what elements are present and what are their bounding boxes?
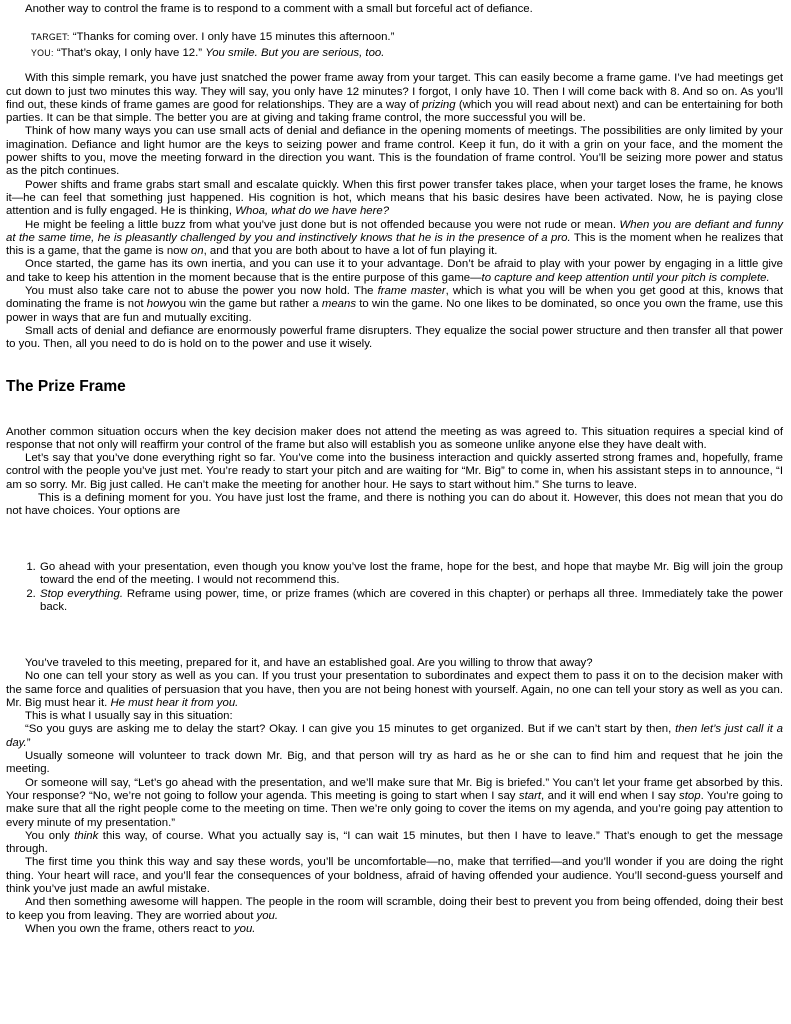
- section-heading-prize-frame: The Prize Frame: [6, 377, 126, 395]
- paragraph-lets-say: Let’s say that you’ve done everything right so far. You’ve come into the business interaction and quickly asserted strong frames and, hopefully, frame control with the people you’ve just met. You’re ready to start your pitch and are waiting for “Mr. Big” to come in, when his assistant steps in to announce, “I am so sorry. Mr. Big just called. He can’t make the meeting for another hour. He says to start without him.” She turns to leave.: [6, 452, 783, 491]
- paragraph-little-buzz: He might be feeling a little buzz from what you’ve just done but is not offended because you were not rude or mean. When you are defiant and funny at the same time, he is pleasantly challenged by you and instinctively knows that he is in the presence of a pro. This is the moment when he realizes that this is a game, that the game is now on, and that you are both about to have a lot of fun playing it.: [6, 218, 783, 258]
- dialogue-line: TARGET: “Thanks for coming over. I only have 15 minutes this afternoon.”: [31, 31, 395, 44]
- list-item: 1. Go ahead with your presentation, even though you know you’ve lost the frame, hope for the best, and hope that maybe Mr. Big will join the group toward the end of the meeting. I would not recommend this.: [39, 561, 783, 588]
- paragraph-think-of: Think of how many ways you can use small acts of denial and defiance in the opening moments of meetings. The possibilities are only limited by your imagination. Defiance and light humor are the keys to seizing power and frame control. Keep it fun, do it with a grin on your face, and the moment the power shifts to you, move the meeting forward in the direction you want. This is the foundation of frame control. You’ll be seizing more power and status as the pitch continues.: [6, 125, 783, 178]
- paragraph-usually-say: This is what I usually say in this situation:: [25, 710, 233, 723]
- paragraph-delay-start: “So you guys are asking me to delay the start? Okay. I can give you 15 minutes to get organized. But if we can’t start by then, then let’s just call it a day.”: [6, 723, 784, 749]
- paragraph-volunteer: Usually someone will volunteer to track down Mr. Big, and that person will try as hard as he or she can to find him and request that he join the meeting.: [6, 750, 783, 776]
- paragraph-once-started: Once started, the game has its own inertia, and you can use it to your advantage. Don’t be afraid to play with your power by engaging in a little give and take to keep his attention in the moment because that is the entire purpose of this game—to capture and keep attention until your pitch is complete.: [6, 258, 783, 284]
- speaker-label: YOU:: [31, 48, 54, 59]
- paragraph-simple-remark: With this simple remark, you have just snatched the power frame away from your target. This can easily become a frame game. I’ve had meetings get cut down to just two minutes this way. They will say, you only have 12 minutes? I forgot, I only have 10. Then I will come back with 8. And so on. As you’ll find out, these kinds of frame games are good for relationships. They are a way of prizing (which you will read about next) and can be entertaining for both parties. It can be that simple. The better you are at giving and taking frame control, the more successful you will be.: [6, 72, 783, 125]
- paragraph-frame-master: You must also take care not to abuse the power you now hold. The frame master, which is what you will be when you get good at this, knows that dominating the frame is not howyou win the game but rather a means to win the game. No one likes to be dominated, so once you own the frame, use this power in ways that are fun and mutually exciting.: [6, 285, 784, 324]
- paragraph-or-someone: Or someone will say, “Let’s go ahead with the presentation, and we’ll make sure that Mr. Big is briefed.” You can’t let your frame get absorbed by this. Your response? “No, we’re not going to follow your agenda. This meeting is going to start when I say start, and it will end when I say stop. You’re going to make sure that all the right people come to the meeting on time. Then we’re only going to cover the items on my agenda, and you’re going pay attention to every minute of my presentation.”: [6, 776, 783, 829]
- paragraph-awesome: And then something awesome will happen. The people in the room will scramble, doing their best to prevent you from being offended, doing their best to keep you from leaving. They are worried about you.: [6, 896, 783, 922]
- paragraph-own-frame: When you own the frame, others react to you.: [25, 922, 256, 935]
- paragraph-common-situation: Another common situation occurs when the key decision maker does not attend the meeting as was agreed to. This situation requires a special kind of response that not only will reaffirm your control of the frame but also will establish you as someone unlike anyone else they have dealt with.: [6, 425, 783, 451]
- paragraph-traveled: You’ve traveled to this meeting, prepared for it, and have an established goal. Are you willing to throw that away?: [25, 656, 593, 669]
- options-list: [6, 561, 783, 615]
- list-item: 2. Stop everything. Reframe using power, time, or prize frames (which are covered in this chapter) or perhaps all three. Immediately take the power back.: [39, 588, 783, 615]
- paragraph-you-only-think: You only think this way, of course. What you actually say is, “I can wait 15 minutes, but then I have to leave.” That’s enough to get the message through.: [6, 829, 783, 856]
- book-page: [6, 3, 783, 936]
- dialogue-block: [31, 29, 783, 61]
- paragraph-no-one: No one can tell your story as well as you can. If you trust your presentation to subordinates and expect them to pass it on to the decision maker with the same force and qualities of persuasion that you have, then you are not being honest with yourself. Again, no one can tell your story as well as you can. Mr. Big must hear it. He must hear it from you.: [6, 670, 783, 709]
- speaker-label: TARGET:: [31, 32, 70, 43]
- paragraph-first-time: The first time you think this way and say these words, you’ll be uncomfortable—no, make that terrified—and you’ll wonder if you are doing the right thing. Your heart will race, and you’ll fear the consequences of your boldness, afraid of having offended your audience. You’ll second-guess yourself and think you’ve just made an awful mistake.: [6, 856, 783, 896]
- dialogue-line: YOU: “That’s okay, I only have 12.” You smile. But you are serious, too.: [31, 47, 385, 60]
- paragraph-defiance-intro: Another way to control the frame is to respond to a comment with a small but forceful act of defiance.: [25, 3, 533, 15]
- paragraph-small-acts: Small acts of denial and defiance are enormously powerful frame disrupters. They equalize the social power structure and then transfer all that power to you. Then, all you need to do is hold on to the power and use it wisely.: [6, 324, 783, 351]
- paragraph-power-shifts: Power shifts and frame grabs start small and escalate quickly. When this first power transfer takes place, when your target loses the frame, he knows it—he can feel that something just happened. His cognition is hot, which means that his basic desires have been activated. Now, he is paying close attention and is fully engaged. He is thinking, Whoa, what do we have here?: [6, 178, 783, 218]
- paragraph-defining-moment: This is a defining moment for you. You have just lost the frame, and there is nothing you can do about it. However, this does not mean that you do not have choices. Your options are: [6, 492, 783, 518]
